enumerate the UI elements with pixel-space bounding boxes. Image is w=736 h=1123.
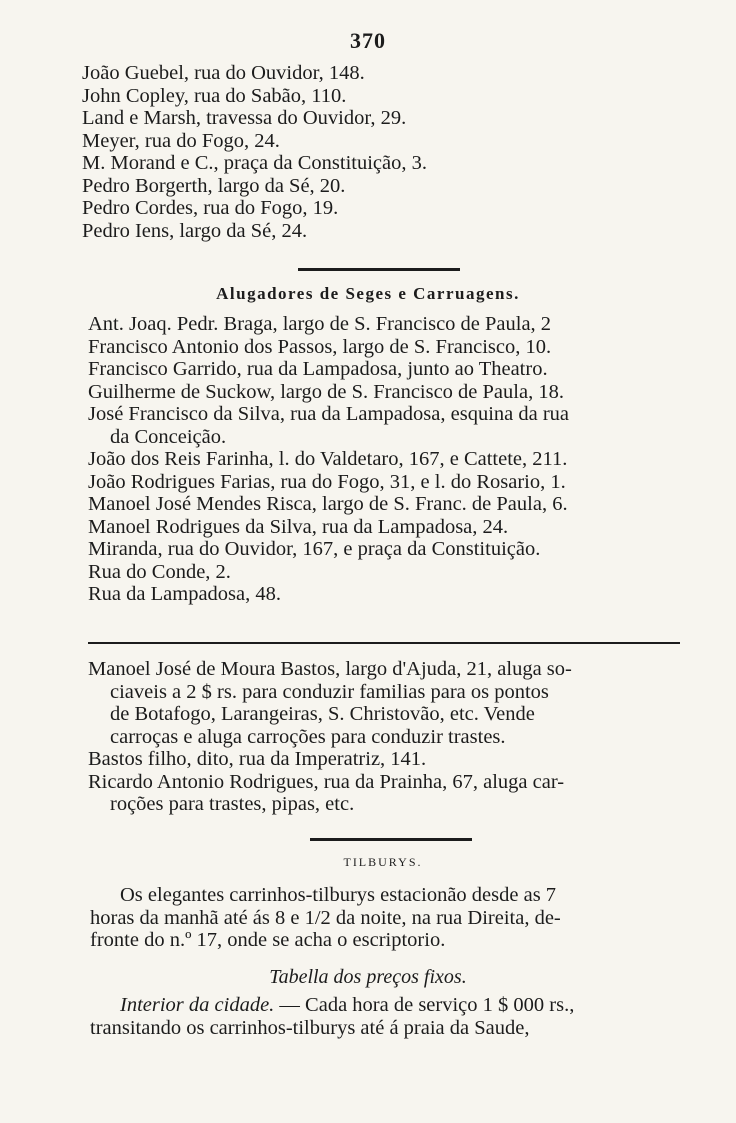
list-item-continuation: de Botafogo, Larangeiras, S. Christovão, etc. Vende	[110, 703, 535, 725]
list-item: João Rodrigues Farias, rua do Fogo, 31, e l. do Rosario, 1.	[88, 470, 566, 493]
list-item: João Guebel, rua do Ouvidor, 148.	[82, 62, 365, 84]
alugadores-list	[88, 313, 688, 606]
list-item: Ant. Joaq. Pedr. Braga, largo de S. Francisco de Paula, 2	[88, 313, 552, 335]
list-item: Bastos filho, dito, rua da Imperatriz, 141.	[88, 748, 427, 770]
list-item-continuation: roções para trastes, pipas, etc.	[110, 793, 355, 815]
bastos-entries	[88, 658, 688, 816]
list-item-continuation: da Conceição.	[110, 425, 227, 448]
interior-paragraph	[90, 994, 680, 1039]
list-item: Pedro Borgerth, largo da Sé, 20.	[82, 174, 346, 197]
list-item: Manoel Rodrigues da Silva, rua da Lampadosa, 24.	[88, 515, 509, 538]
list-item: Rua da Lampadosa, 48.	[88, 583, 281, 605]
list-item: Francisco Garrido, rua da Lampadosa, junto ao Theatro.	[88, 358, 548, 380]
list-item: Francisco Antonio dos Passos, largo de S. Francisco, 10.	[88, 335, 552, 358]
page-number: 370	[350, 28, 386, 53]
list-item: Pedro Iens, largo da Sé, 24.	[82, 219, 308, 242]
list-item: Rua do Conde, 2.	[88, 560, 231, 583]
section-heading-tilburys: TILBURYS.	[343, 855, 423, 869]
list-item: Meyer, rua do Fogo, 24.	[82, 129, 280, 152]
list-item: Manoel José de Moura Bastos, largo d'Ajuda, 21, aluga so-	[88, 658, 572, 680]
tabella-title: Tabella dos preços fixos.	[269, 966, 467, 988]
paragraph-line: horas da manhã até ás 8 e 1/2 da noite, na rua Direita, de-	[90, 906, 561, 929]
paragraph-line: fronte do n.º 17, onde se acha o escriptorio.	[90, 929, 446, 951]
section-heading-alugadores: Alugadores de Seges e Carruagens.	[216, 284, 520, 303]
list-item-continuation: carroças e aluga carroções para conduzir trastes.	[110, 725, 506, 748]
list-item: Ricardo Antonio Rodrigues, rua da Prainha, 67, aluga car-	[88, 770, 565, 793]
list-item-continuation: ciaveis a 2 $ rs. para conduzir familias para os pontos	[110, 680, 549, 703]
interior-label: Interior da cidade.	[120, 994, 275, 1016]
list-item: José Francisco da Silva, rua da Lampadosa, esquina da rua	[88, 403, 570, 425]
list-item: Miranda, rua do Ouvidor, 167, e praça da Constituição.	[88, 538, 541, 560]
list-item: João dos Reis Farinha, l. do Valdetaro, 167, e Cattete, 211.	[88, 448, 568, 470]
list-item: Guilherme de Suckow, largo de S. Francisco de Paula, 18.	[88, 380, 564, 403]
list-item: Pedro Cordes, rua do Fogo, 19.	[82, 197, 339, 219]
section-divider	[298, 268, 460, 271]
list-item: Land e Marsh, travessa do Ouvidor, 29.	[82, 107, 407, 129]
top-entries-list	[82, 62, 682, 242]
paragraph-line: transitando os carrinhos-tilburys até á praia da Saude,	[90, 1016, 530, 1039]
paragraph-line	[90, 994, 680, 1017]
paragraph-line: Os elegantes carrinhos-tilburys estacionão desde as 7	[120, 884, 557, 906]
list-item: John Copley, rua do Sabão, 110.	[82, 84, 347, 107]
tilburys-paragraph	[90, 884, 680, 952]
interior-rest: — Cada hora de serviço 1 $ 000 rs.,	[274, 994, 575, 1016]
section-divider	[88, 642, 680, 644]
list-item: M. Morand e C., praça da Constituição, 3.	[82, 152, 428, 174]
list-item: Manoel José Mendes Risca, largo de S. Franc. de Paula, 6.	[88, 493, 568, 515]
section-divider	[310, 838, 472, 841]
